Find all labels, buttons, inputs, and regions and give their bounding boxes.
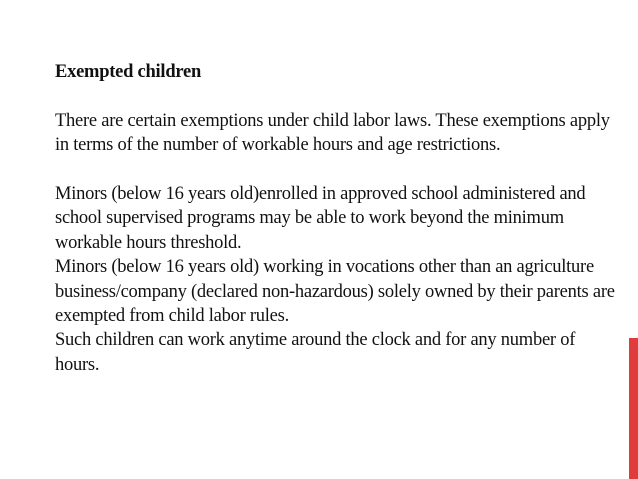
- paragraph-parent-business: Minors (below 16 years old) working in vocations other than an agriculture business/company (declared non-hazardous) solely owned by their parents are exempted from child labor rules.: [55, 257, 615, 327]
- paragraph-exemptions-intro: There are certain exemptions under child labor laws. These exemptions apply in terms of the number of workable hours and age restrictions.: [55, 110, 610, 156]
- paragraph-any-hours: Such children can work anytime around the clock and for any number of hours.: [55, 330, 576, 375]
- spacer: [55, 84, 615, 108]
- paragraph-school-programs: Minors (below 16 years old)enrolled in approved school administered and school supervised programs may be able to work beyond the minimum workable hours threshold.: [55, 184, 586, 253]
- slide-heading: Exempted children: [55, 62, 201, 82]
- spacer: [55, 158, 615, 182]
- accent-bar: [629, 338, 638, 479]
- slide-content: [55, 60, 615, 377]
